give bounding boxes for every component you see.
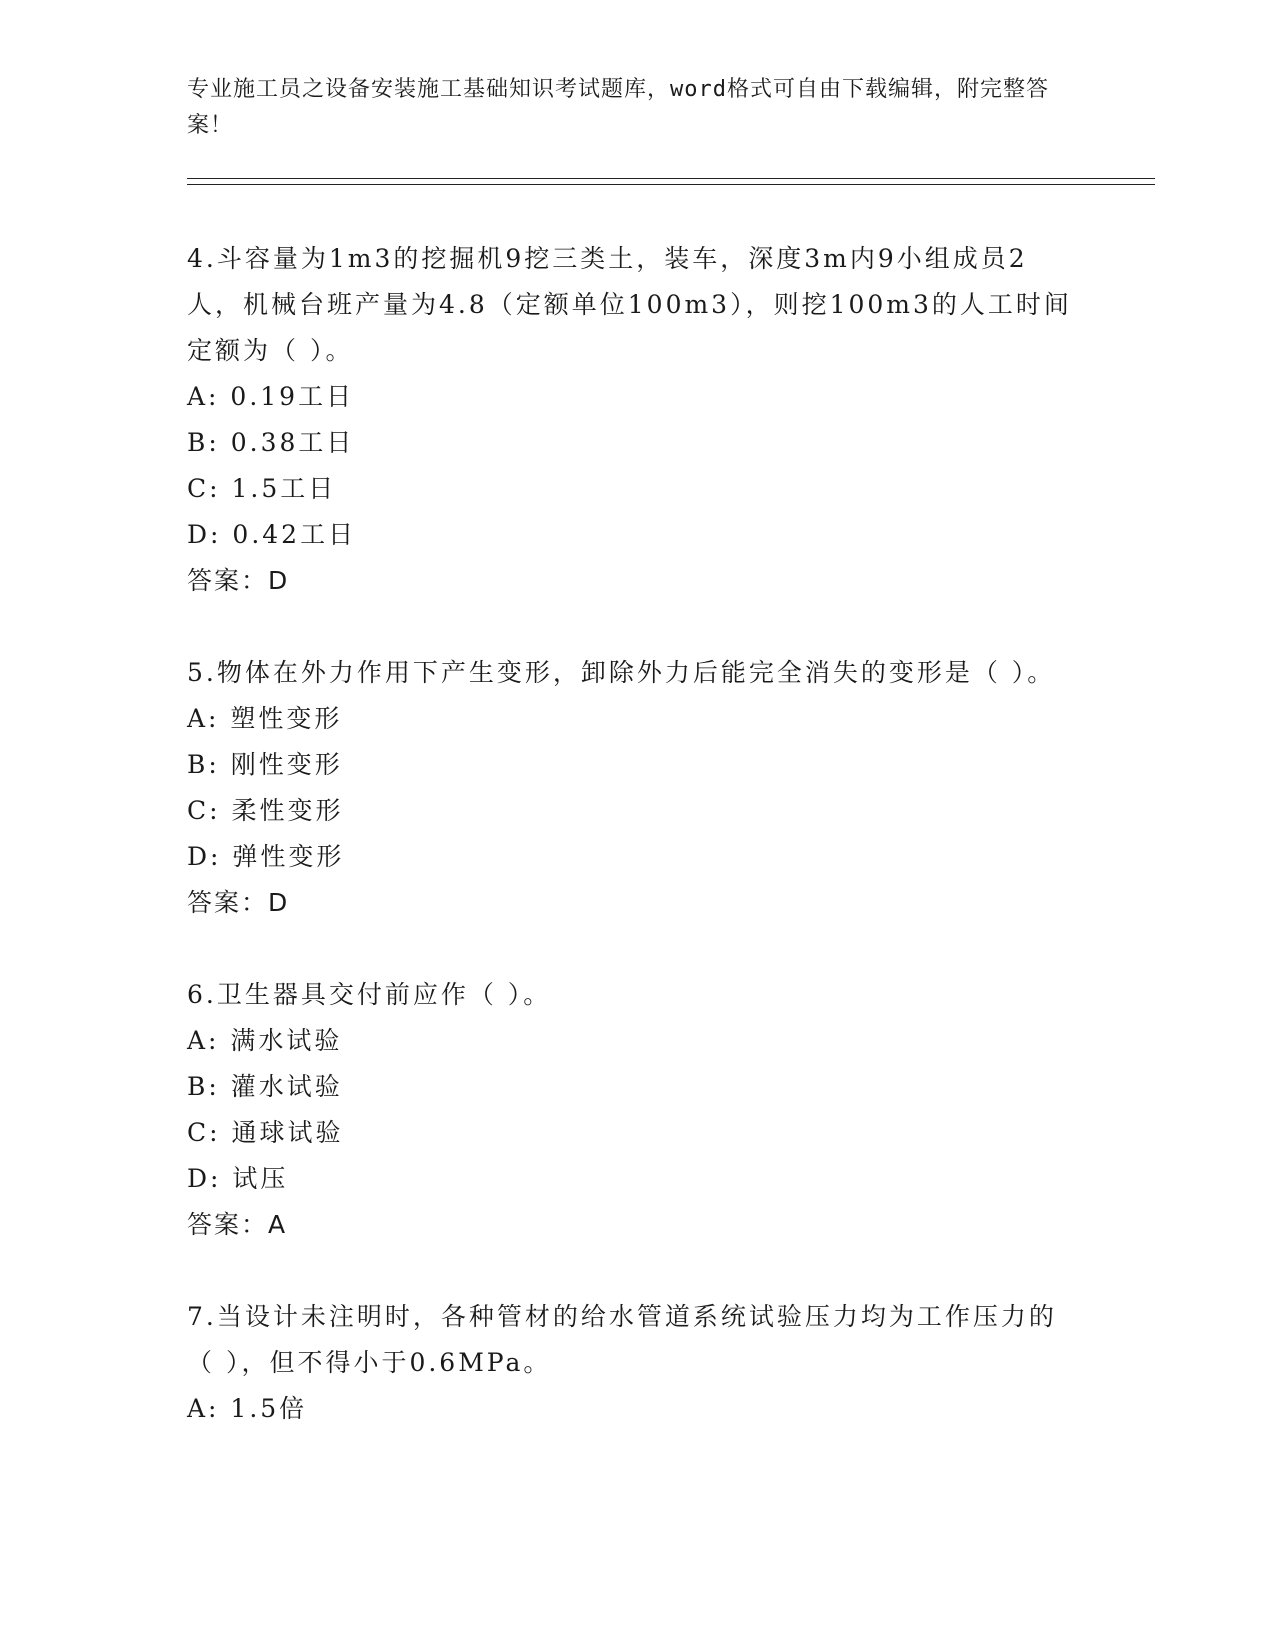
question-stem: 6.卫生器具交付前应作（ ）。	[187, 980, 552, 1009]
option-c: C: 1.5工日	[187, 474, 337, 503]
question-7	[187, 1294, 1087, 1432]
question-4	[187, 236, 1087, 604]
document-header: 专业施工员之设备安装施工基础知识考试题库，word格式可自由下载编辑，附完整答案！	[187, 77, 1049, 138]
option-a: A: 1.5倍	[187, 1394, 308, 1423]
question-stem: 5.物体在外力作用下产生变形，卸除外力后能完全消失的变形是（ ）。	[187, 658, 1056, 687]
question-stem: 7.当设计未注明时，各种管材的给水管道系统试验压力均为工作压力的（ ），但不得小于0.6MPa。	[187, 1302, 1057, 1377]
answer: 答案：A	[187, 1210, 288, 1239]
answer: 答案：D	[187, 888, 290, 917]
option-d: D: 0.42工日	[187, 520, 357, 549]
option-c: C: 通球试验	[187, 1118, 344, 1147]
question-stem: 4.斗容量为1m3的挖掘机9挖三类土，装车，深度3m内9小组成员2人，机械台班产量为4.8（定额单位100m3），则挖100m3的人工时间定额为（ ）。	[187, 244, 1072, 365]
question-5	[187, 650, 1087, 926]
option-a: A: 塑性变形	[187, 704, 343, 733]
option-d: D: 试压	[187, 1164, 289, 1193]
option-d: D: 弹性变形	[187, 842, 345, 871]
question-list	[187, 236, 1087, 1478]
option-a: A: 满水试验	[187, 1026, 343, 1055]
option-c: C: 柔性变形	[187, 796, 344, 825]
question-6	[187, 972, 1087, 1248]
header-divider-bottom	[187, 184, 1155, 185]
header-divider-top	[187, 178, 1155, 179]
option-b: B: 0.38工日	[187, 428, 355, 457]
answer: 答案：D	[187, 566, 290, 595]
option-b: B: 刚性变形	[187, 750, 343, 779]
option-a: A: 0.19工日	[187, 382, 355, 411]
option-b: B: 灌水试验	[187, 1072, 343, 1101]
